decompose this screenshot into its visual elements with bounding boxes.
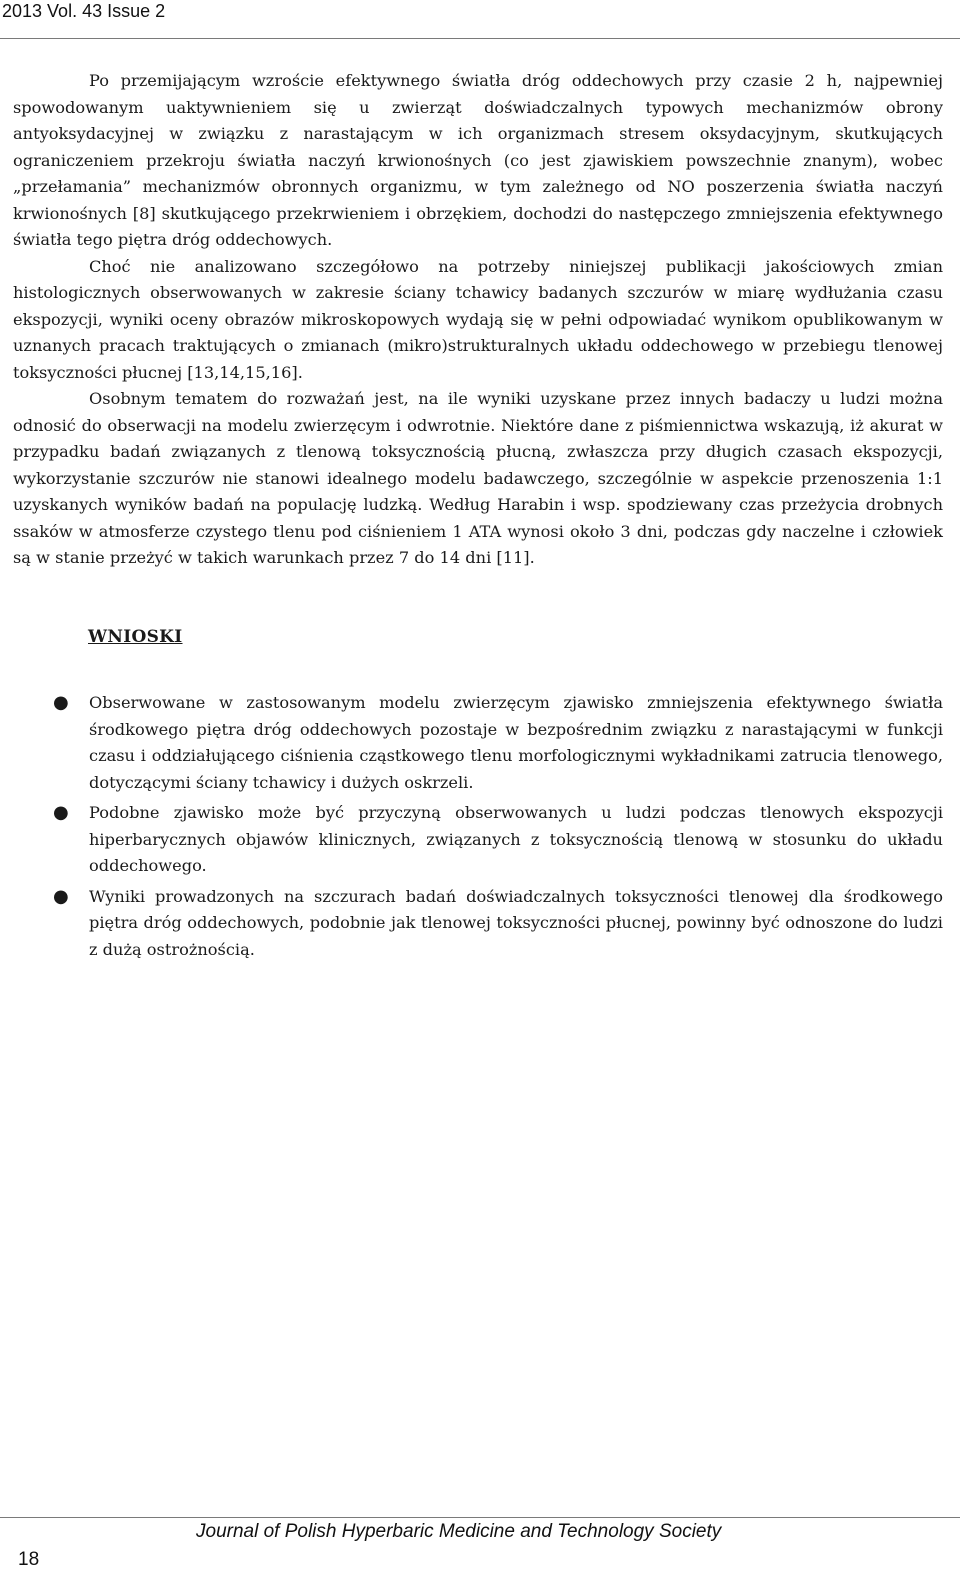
body-paragraph: Po przemijającym wzroście efektywnego światła dróg oddechowych przy czasie 2 h, najpewniej spowodowanym uaktywnieniem się u zwierząt doświadczalnych typowych mechanizmów obrony antyoksydacyjnej w związku z narastającym w ich organizmach stresem oksydacyjnym, skutkujących ograniczeniem przekroju światła naczyń krwionośnych (co jest zjawiskiem powszechnie znanym), wobec „przełamania” mechanizmów obronnych organizmu, w tym zależnego od NO poszerzenia światła naczyń krwionośnych [8] skutkującego przekrwieniem i obrzękiem, dochodzi do następczego zmniejszenia efektywnego światła tego piętra dróg oddechowych. <box>13 71 943 249</box>
journal-name: Journal of Polish Hyperbaric Medicine and Technology Society <box>196 1521 722 1542</box>
article-body <box>13 68 943 967</box>
page-header <box>0 0 960 39</box>
conclusion-item <box>13 690 943 796</box>
conclusion-item <box>13 884 943 964</box>
bullet-icon: ● <box>53 802 69 823</box>
bullet-icon: ● <box>53 885 69 907</box>
body-paragraph: Osobnym tematem do rozważań jest, na ile wyniki uzyskane przez innych badaczy u ludzi można odnosić do obserwacji na modelu zwierzęcym i odwrotnie. Niektóre dane z piśmiennictwa wskazują, iż akurat w przypadku badań związanych z tlenową toksycznością płucną, zwłaszcza przy długich czasach ekspozycji, wykorzystanie szczurów nie stanowi idealnego modelu badawczego, szczególnie w aspekcie przenoszenia 1:1 uzyskanych wyników badań na populację ludzką. Według Harabin i wsp. spodziewany czas przeżycia drobnych ssaków w atmosferze czystego tlenu pod ciśnieniem 1 ATA wynosi około 3 dni, podczas gdy naczelne i człowiek są w stanie przeżyć w takich warunkach przez 7 do 14 dni [11]. <box>13 389 943 567</box>
conclusions-list <box>13 690 943 963</box>
conclusion-text: Wyniki prowadzonych na szczurach badań doświadczalnych toksyczności tlenowej dla środkowego piętra dróg oddechowych, podobnie jak tlenowej toksyczności płucnej, powinny być odnoszone do ludzi z dużą ostrożnością. <box>89 886 943 959</box>
body-paragraph: Choć nie analizowano szczegółowo na potrzeby niniejszej publikacji jakościowych zmian histologicznych obserwowanych w zakresie ściany tchawicy badanych szczurów w miarę wydłużania czasu ekspozycji, wyniki oceny obrazów mikroskopowych wydają się w pełni odpowiadać wynikom opublikowanym w uznanych pracach traktujących o zmianach (mikro)strukturalnych układu oddechowego w przebiegu tlenowej toksyczności płucnej [13,14,15,16]. <box>13 256 943 382</box>
page-number: 18 <box>18 1549 40 1570</box>
bullet-icon: ● <box>53 692 69 713</box>
conclusion-text: Obserwowane w zastosowanym modelu zwierzęcym zjawisko zmniejszenia efektywnego światła środkowego piętra dróg oddechowych pozostaje w bezpośrednim związku z narastającymi w funkcji czasu i oddziałującego ciśnienia cząstkowego tlenu morfologicznymi wykładnikami zatrucia tlenowego, dotyczącymi ściany tchawicy i dużych oskrzeli. <box>89 693 943 792</box>
conclusion-text: Podobne zjawisko może być przyczyną obserwowanych u ludzi podczas tlenowych ekspozycji hiperbarycznych objawów klinicznych, związanych z toksycznością tlenową w stosunku do układu oddechowego. <box>89 803 943 875</box>
conclusion-item <box>13 800 943 880</box>
conclusions-heading: WNIOSKI <box>88 626 183 647</box>
footer-divider <box>0 1517 960 1518</box>
issue-label: 2013 Vol. 43 Issue 2 <box>2 1 166 21</box>
